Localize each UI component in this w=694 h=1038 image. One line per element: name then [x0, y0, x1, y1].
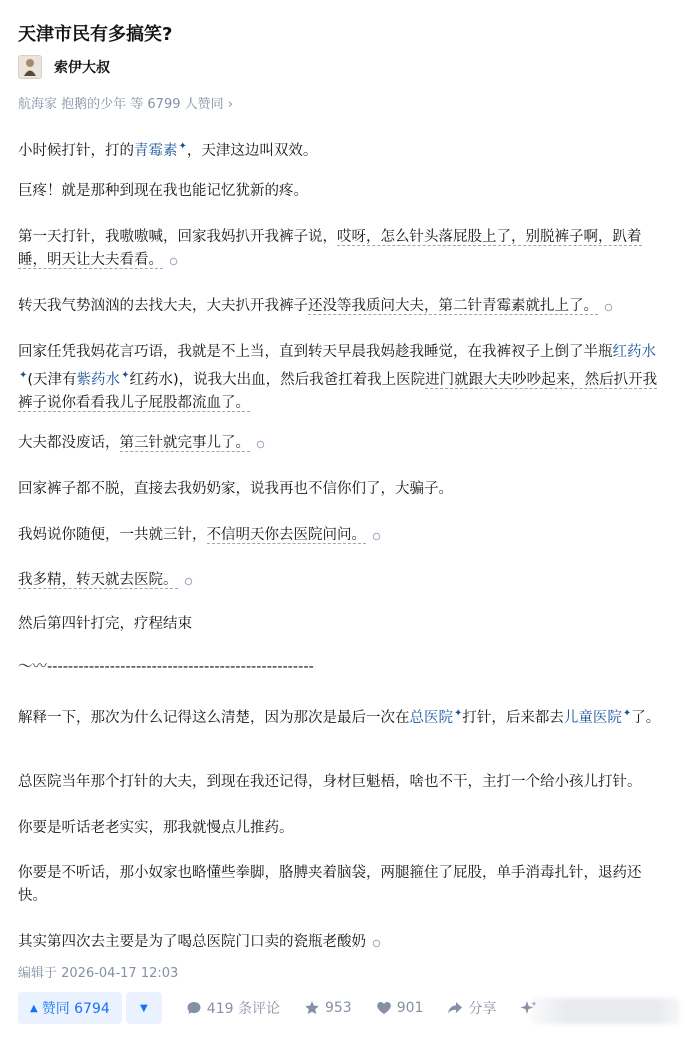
- paragraph-16: 其实第四次去主要是为了喝总医院门口卖的瓷瓶老酸奶: [18, 931, 668, 954]
- blurred-overlay: [530, 998, 680, 1024]
- search-star-icon: ✦: [454, 708, 463, 719]
- share-button[interactable]: [447, 998, 496, 1018]
- comment-bubble-icon[interactable]: [372, 532, 381, 541]
- heart-icon: [376, 1000, 392, 1016]
- highlight-segment[interactable]: 不信明天你去医院问问。: [206, 527, 366, 543]
- upvote-label: 赞同 6794: [41, 1001, 110, 1017]
- paragraph-10: 然后第四针打完，疗程结束: [18, 616, 192, 632]
- divider-line: ～〰---------------------------------------------------: [18, 659, 314, 675]
- star-icon: [304, 1000, 320, 1016]
- comment-bubble-icon[interactable]: [604, 303, 613, 312]
- search-star-icon: ✦: [178, 141, 187, 152]
- highlight-segment[interactable]: 我多精，转天就去医院。: [18, 572, 178, 588]
- paragraph-1: 小时候打针，打的青霉素✦，天津这边叫双效。: [18, 141, 318, 159]
- paragraph-2: 巨疼！就是那种到现在我也能记忆犹新的疼。: [18, 183, 308, 199]
- paragraph-7: 回家裤子都不脱，直接去我奶奶家，说我再也不信你们了，大骗子。: [18, 481, 453, 497]
- keyword-link-penicillin[interactable]: 青霉素: [134, 142, 178, 159]
- edited-timestamp: 编辑于 2026-04-17 12:03: [18, 966, 179, 981]
- share-label: 分享: [468, 1001, 497, 1017]
- question-title[interactable]: 天津市民有多搞笑?: [18, 24, 173, 45]
- avatar-figure-icon: [21, 57, 39, 77]
- keyword-link-red-potion[interactable]: 红药水: [612, 344, 656, 360]
- author-avatar[interactable]: [18, 55, 42, 79]
- keyword-link-childrens-hospital[interactable]: 儿童医院: [563, 709, 622, 726]
- paragraph-3: 第一天打针，我嗷嗷喊，回家我妈扒开我裤子说，哎呀，怎么针头落屁股上了，别脱裤子啊，趴着睡，明天让大夫看看。: [18, 229, 642, 268]
- upvote-button[interactable]: [18, 992, 122, 1024]
- comment-bubble-icon[interactable]: [372, 939, 381, 948]
- paragraph-4: 转天我气势汹汹的去找大夫，大夫扒开我裤子还没等我质问大夫，第二针青霉素就扎上了。: [18, 295, 668, 318]
- paragraph-6: 大夫都没废话，第三针就完事儿了。: [18, 432, 668, 455]
- likes-count: 901: [396, 1000, 424, 1016]
- like-button[interactable]: [376, 1000, 424, 1016]
- search-star-icon: ✦: [19, 370, 28, 381]
- paragraph-15: 你要是不听话，那小奴家也略懂些拳脚，胳膊夹着脑袋，两腿箍住了屁股，单手消毒扎针，退药还快。: [18, 865, 642, 904]
- share-arrow-icon: [447, 1000, 463, 1016]
- triangle-down-icon: ▼: [139, 1002, 148, 1014]
- paragraph-9: [18, 569, 668, 592]
- paragraph-5: 回家任凭我妈花言巧语，我就是不上当，直到转天早晨我妈趁我睡觉，在我裤衩子上倒了半瓶红药水✦(天津有紫药水✦红药水)，说我大出血，然后我爸扛着我上医院进门就跟大夫吵吵起来，然后扒开我裤子说你看看我儿子屁股都流血了。: [18, 344, 658, 411]
- comments-label: 419 条评论: [206, 1001, 280, 1017]
- triangle-up-icon: ▲: [30, 1002, 38, 1014]
- action-bar: [18, 991, 543, 1025]
- comment-bubble-icon[interactable]: [169, 257, 178, 266]
- search-star-icon: ✦: [121, 370, 130, 381]
- paragraph-13: 总医院当年那个打针的大夫，到现在我还记得，身材巨魁梧，啥也不干，主打一个给小孩儿打针。: [18, 774, 642, 790]
- paragraph-12: 解释一下，那次为什么记得这么清楚，因为那次是最后一次在总医院✦打针，后来都去儿童医院✦了。: [18, 708, 661, 726]
- author-name[interactable]: 索伊大叔: [54, 60, 110, 76]
- comments-button[interactable]: [186, 998, 280, 1018]
- highlight-segment[interactable]: 还没等我质问大夫，第二针青霉素就扎上了。: [308, 298, 598, 314]
- favorites-count: 953: [324, 1000, 352, 1016]
- keyword-link-general-hospital[interactable]: 总医院: [409, 709, 453, 726]
- comment-bubble-icon[interactable]: [184, 577, 193, 586]
- paragraph-14: 你要是听话老老实实，那我就慢点儿推药。: [18, 820, 294, 836]
- highlight-segment[interactable]: 第三针就完事儿了。: [119, 435, 250, 451]
- author-row: [18, 54, 110, 80]
- comment-bubble-icon[interactable]: [256, 440, 265, 449]
- favorite-button[interactable]: [304, 1000, 352, 1016]
- paragraph-8: 我妈说你随便，一共就三针，不信明天你去医院问问。: [18, 524, 668, 547]
- downvote-button[interactable]: [126, 992, 162, 1024]
- highlight-segment[interactable]: 哎呀，怎么针头落屁股上了，别脱裤子啊，趴着睡，明天让大夫看看。: [18, 229, 642, 268]
- keyword-link-purple-potion[interactable]: 紫药水: [76, 371, 121, 388]
- voters-summary[interactable]: 航海家 抱鹅的少年 等 6799 人赞同 ›: [18, 97, 233, 112]
- highlight-segment[interactable]: 进门就跟大夫吵吵起来，然后扒开我裤子说你看看我儿子屁股都流血了。: [18, 371, 658, 411]
- search-star-icon: ✦: [622, 708, 632, 719]
- comment-icon: [186, 1000, 202, 1016]
